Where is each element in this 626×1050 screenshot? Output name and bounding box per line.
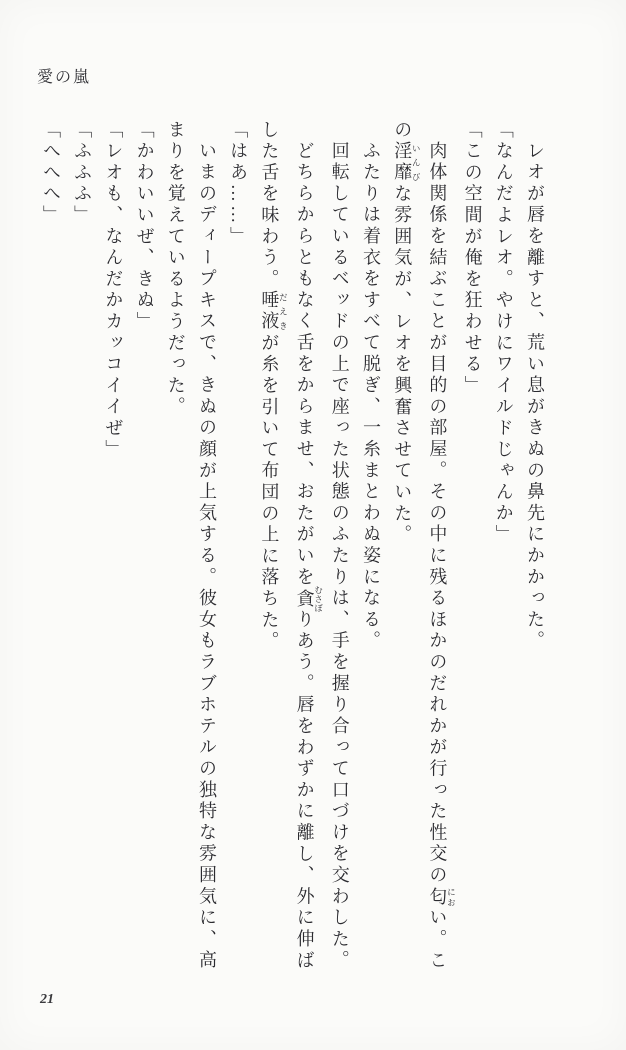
main-text-block xyxy=(40,120,550,986)
text-line: 「へへへ」 xyxy=(40,120,61,227)
text-line: の淫靡 いんびな雰囲気が、レオを興奮させていた。 xyxy=(392,120,422,547)
text-line: 「はあ……」 xyxy=(228,120,249,248)
furigana-ruby: 淫靡 いんび xyxy=(392,141,422,184)
furigana-text: いんび xyxy=(411,141,422,184)
furigana-ruby: 唾液 だえき xyxy=(259,290,289,334)
text-line: 「ふふふ」 xyxy=(72,120,93,227)
text-line: 「なんだよレオ。やけにワイルドじゃんか」 xyxy=(493,120,514,546)
furigana-ruby: 匂 にお xyxy=(427,886,457,909)
text-line: 「かわいいぜ、きぬ」 xyxy=(134,120,155,333)
page-number: 21 xyxy=(40,992,54,1007)
furigana-ruby: 貪 むさぼ xyxy=(294,585,324,613)
text-line: どちらからともなく舌をからませ、おたがいを貪 むさぼりあう。唇をわずかに離し、外に伸ば xyxy=(294,141,324,973)
text-line: まりを覚えているようだった。 xyxy=(165,120,186,419)
furigana-text: だえき xyxy=(278,290,289,333)
text-line: 肉体関係を結ぶことが目的の部屋。その中に残るほかのだれかが行った性交の匂 におい。こ xyxy=(427,141,457,973)
text-line: 「レオも、なんだかカッコイイぜ」 xyxy=(103,120,124,461)
text-line: 「この空間が俺を狂わせる」 xyxy=(462,120,483,397)
text-line: レオが唇を離すと、荒い息がきぬの鼻先にかかった。 xyxy=(525,141,545,653)
text-line: いまのディープキスで、きぬの顔が上気する。彼女もラブホテルの独特な雰囲気に、高 xyxy=(196,141,217,972)
furigana-text: にお xyxy=(446,886,457,909)
text-line: ふたりは着衣をすべて脱ぎ、一糸まとわぬ姿になる。 xyxy=(360,141,381,653)
furigana-text: むさぼ xyxy=(313,585,324,613)
running-header: 愛の嵐 xyxy=(37,69,92,86)
text-line: 回転しているベッドの上で座った状態のふたりは、手を握り合って口づけを交わした。 xyxy=(329,141,350,972)
text-line: した舌を味わう。唾液 だえきが糸を引いて布団の上に落ちた。 xyxy=(259,120,289,653)
